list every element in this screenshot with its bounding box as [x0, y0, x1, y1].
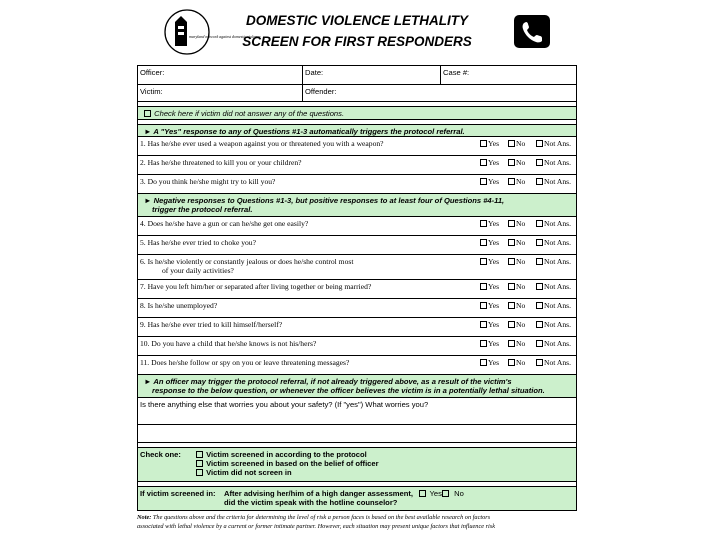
phone-icon [514, 15, 550, 48]
banner-2-line-1: Negative responses to Questions #1-3, but positive responses to at least four of Questions #4-11, [153, 196, 505, 205]
banner-1-text: ► A "Yes" response to any of Questions #1-3 automatically triggers the protocol referral. [144, 127, 465, 136]
question-text: 1. Has he/she ever used a weapon against you or threatened you with a weapon? [140, 139, 384, 148]
not-answered-option[interactable]: Not Ans. [536, 299, 576, 310]
officer-row [138, 66, 576, 85]
not-answered-option[interactable]: Not Ans. [536, 356, 576, 367]
not-answered-option[interactable]: Not Ans. [536, 156, 576, 167]
title-line-2: SCREEN FOR FIRST RESPONDERS [242, 34, 472, 49]
banner-2 [138, 194, 576, 217]
banner-1-label: A "Yes" response to any of Questions #1-3 automatically triggers the protocol referral. [153, 127, 465, 136]
question-text: 3. Do you think he/she might try to kill you? [140, 177, 276, 186]
not-answered-option[interactable]: Not Ans. [536, 337, 576, 348]
question-text: 8. Is he/she unemployed? [140, 301, 218, 310]
question-row [138, 175, 576, 194]
worry-answer-row[interactable] [138, 425, 576, 443]
title-line-1: DOMESTIC VIOLENCE LETHALITY [245, 13, 468, 28]
victim-field[interactable]: Victim: [138, 85, 303, 101]
check-one-label: Check one: [140, 450, 181, 459]
worry-row [138, 398, 576, 425]
no-option[interactable]: No [508, 217, 536, 228]
note-label: Note: [137, 514, 152, 521]
victim-row [138, 85, 576, 102]
question-row [138, 280, 576, 299]
date-field[interactable]: Date: [303, 66, 441, 84]
check-option[interactable]: Victim screened in according to the protocol [196, 450, 379, 459]
no-option[interactable]: No [508, 236, 536, 247]
banner-3 [138, 375, 576, 398]
note-line-1: The questions above and the criteria for determining the level of risk a person faces is based on the best available research on factors [152, 514, 491, 521]
no-option[interactable]: No [508, 318, 536, 329]
banner-3-line-2: response to the below question, or whenever the officer believes the victim is in a potentially lethal situation. [152, 386, 545, 395]
no-checkbox[interactable] [442, 490, 449, 497]
question-row [138, 337, 576, 356]
yes-option[interactable]: Yes [480, 280, 508, 291]
no-option[interactable]: No [508, 299, 536, 310]
no-option[interactable]: No [508, 255, 536, 266]
no-answer-check[interactable] [138, 107, 350, 119]
yes-option[interactable]: Yes [480, 175, 508, 186]
check-one-row [138, 448, 576, 482]
question-row [138, 236, 576, 255]
no-option[interactable]: No [508, 137, 536, 148]
question-text: 11. Does he/she follow or spy on you or leave threatening messages? [140, 358, 350, 367]
yes-checkbox[interactable] [419, 490, 426, 497]
not-answered-option[interactable]: Not Ans. [536, 318, 576, 329]
case-field[interactable]: Case #: [443, 68, 470, 77]
question-row [138, 156, 576, 175]
question-row [138, 255, 576, 280]
screened-in-label: If victim screened in: [140, 489, 216, 498]
not-answered-option[interactable]: Not Ans. [536, 217, 576, 228]
screened-in-row [138, 487, 576, 510]
yes-option[interactable]: Yes [480, 356, 508, 367]
no-option[interactable]: No [508, 337, 536, 348]
banner-3-line-1: An officer may trigger the protocol referral, if not already triggered above, as a result of the victim's [153, 377, 512, 386]
question-text: 6. Is he/she violently or constantly jealous or does he/she control most of your daily activities? [140, 257, 354, 275]
no-answer-label: Check here if victim did not answer any of the questions. [154, 109, 345, 118]
banner-3-text: ► An officer may trigger the protocol referral, if not already triggered above, as a result of the victim's response to the below question, or whenever the officer believes the victim is in a potentially lethal situation. [144, 377, 545, 395]
question-text: 9. Has he/she ever tried to kill himself/herself? [140, 320, 283, 329]
worry-question: Is there anything else that worries you about your safety? (If "yes") What worries you? [140, 400, 429, 409]
screened-in-line-1: After advising her/him of a high danger assessment, [224, 489, 414, 498]
yes-option[interactable]: Yes [480, 299, 508, 310]
not-answered-option[interactable]: Not Ans. [536, 280, 576, 291]
yes-option[interactable]: Yes [480, 337, 508, 348]
yes-option[interactable]: Yes [480, 156, 508, 167]
question-row [138, 137, 576, 156]
question-row [138, 217, 576, 236]
question-text: 5. Has he/she ever tried to choke you? [140, 238, 256, 247]
yes-option[interactable]: Yes [480, 217, 508, 228]
yes-option[interactable]: Yes [480, 318, 508, 329]
not-answered-option[interactable]: Not Ans. [536, 255, 576, 266]
page-title [222, 10, 492, 52]
offender-field[interactable]: Offender: [305, 87, 337, 96]
no-option[interactable]: No [508, 156, 536, 167]
question-text: 2. Has he/she threatened to kill you or your children? [140, 158, 302, 167]
note-line-2: associated with lethal violence by a current or former intimate partner. However, each situation may present unique factors that influence risk [137, 523, 496, 530]
no-option[interactable]: No [508, 175, 536, 186]
yes-option[interactable]: Yes [480, 236, 508, 247]
no-answer-row [138, 107, 576, 120]
check-option[interactable]: Victim screened in based on the belief of officer [196, 459, 379, 468]
question-row [138, 318, 576, 337]
question-row [138, 299, 576, 318]
not-answered-option[interactable]: Not Ans. [536, 236, 576, 247]
yes-option[interactable]: Yes [480, 137, 508, 148]
question-text: 7. Have you left him/her or separated after living together or being married? [140, 282, 372, 291]
footnote [137, 513, 577, 531]
question-text: 4. Does he/she have a gun or can he/she get one easily? [140, 219, 309, 228]
question-row [138, 356, 576, 375]
not-answered-option[interactable]: Not Ans. [536, 175, 576, 186]
banner-2-line-2: trigger the protocol referral. [152, 205, 253, 214]
screened-in-line-2: did the victim speak with the hotline counselor? [224, 498, 398, 507]
screening-form [137, 65, 577, 511]
no-option[interactable]: No [508, 356, 536, 367]
not-answered-option[interactable]: Not Ans. [536, 137, 576, 148]
no-option[interactable]: No [508, 280, 536, 291]
yes-option[interactable]: Yes [480, 255, 508, 266]
banner-2-text: ► Negative responses to Questions #1-3, but positive responses to at least four of Questions #4-11, trigger the protocol referral. [144, 196, 505, 214]
officer-field[interactable]: Officer: [138, 66, 303, 84]
organization-logo [163, 6, 261, 58]
no-label: No [454, 489, 464, 498]
checkbox[interactable] [144, 110, 151, 117]
question-text: 10. Do you have a child that he/she knows is not his/hers? [140, 339, 317, 348]
banner-1 [138, 125, 576, 137]
check-option[interactable]: Victim did not screen in [196, 468, 379, 477]
yes-label: Yes [429, 489, 442, 498]
logo-text: maryland network against domestic violence [189, 34, 261, 39]
